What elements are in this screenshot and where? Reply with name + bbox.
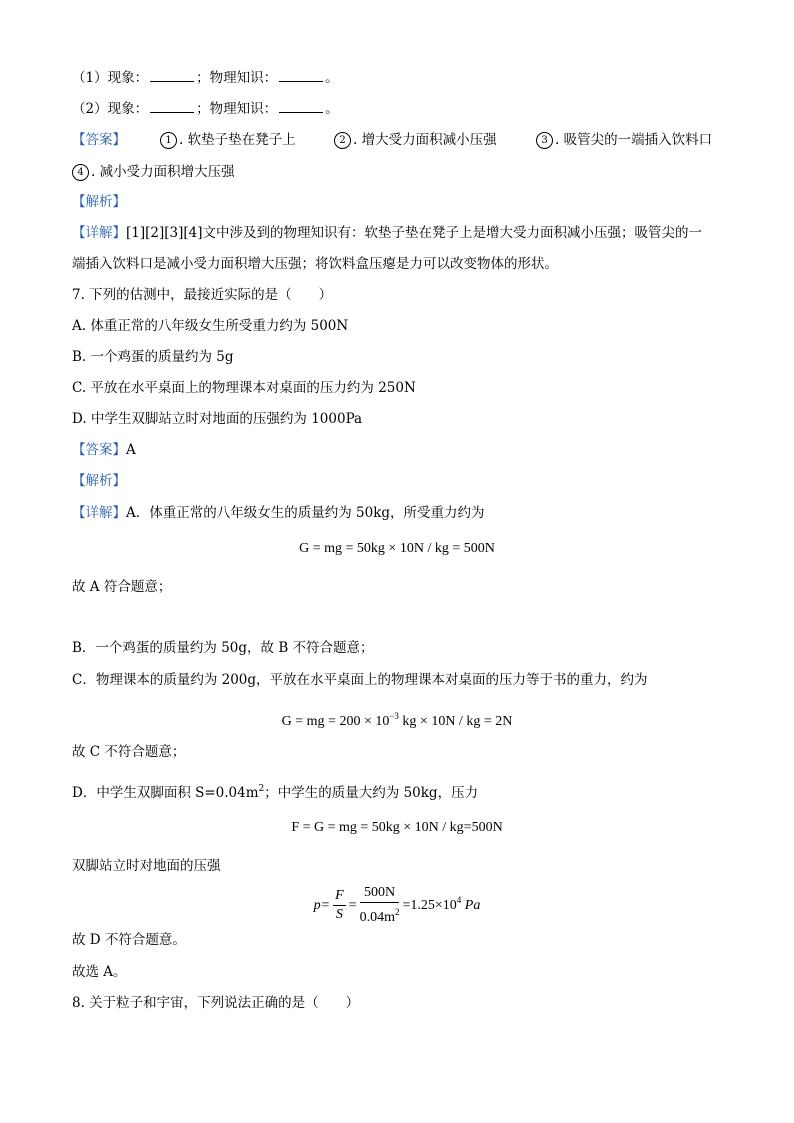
circled-number-4: 4: [72, 164, 89, 181]
q8-stem: 8. 关于粒子和宇宙，下列说法正确的是（ ）: [72, 995, 360, 1011]
pressure-line: 双脚站立时对地面的压强: [72, 858, 221, 874]
option-a-conclusion: 故 A 符合题意；: [72, 579, 172, 595]
q7-option-b: B. 一个鸡蛋的质量约为 5g: [72, 349, 234, 365]
part2-end: 。: [325, 101, 339, 117]
detail-text: [1][2][3][4]文中涉及到的物理知识有：软垫子垫在凳子上是增大受力面积减小压强；吸管尖的一: [126, 225, 702, 241]
answer-tag: 【答案】: [72, 442, 126, 458]
detail-tag: 【详解】: [72, 225, 126, 241]
q6-detail-line-1: [72, 223, 702, 243]
part2-prefix: （2）现象：: [72, 101, 149, 117]
fraction-denominator: [360, 903, 400, 927]
q6-answer-line-2: [72, 162, 235, 182]
circled-number-2: 2: [334, 132, 351, 149]
den-exponent: 2: [394, 907, 400, 918]
q6-part1-line: [72, 68, 339, 88]
equation-3: F = G = mg = 50kg × 10N / kg=500N: [291, 820, 503, 835]
answer-text-2: . 增大受力面积减小压强: [353, 132, 497, 148]
answer-item-1: [160, 130, 296, 150]
fraction-numerator: 500N: [360, 884, 400, 903]
answer-text-4: . 减小受力面积增大压强: [91, 164, 235, 180]
part1-end: 。: [325, 70, 339, 86]
fraction-numerator: F: [333, 887, 346, 906]
q7-stem: 7. 下列的估测中，最接近实际的是（ ）: [72, 287, 333, 303]
option-c-conclusion: 故 C 不符合题意；: [72, 744, 186, 760]
detail-text: A．体重正常的八年级女生的质量约为 50kg，所受重力约为: [126, 505, 485, 521]
q7-answer-line: [72, 440, 136, 460]
eq4-lhs: p=: [313, 898, 331, 913]
d-line-exponent: 2: [258, 784, 265, 794]
part1-prefix: （1）现象：: [72, 70, 149, 86]
part2-mid: ；物理知识：: [196, 101, 278, 117]
answer-value: A: [126, 442, 136, 458]
q6-answer-line: [72, 130, 732, 150]
eq2-right: kg × 10N / kg = 2N: [398, 714, 513, 729]
answer-text-3: . 吸管尖的一端插入饮料口: [555, 132, 713, 148]
eq2-left: G = mg = 200 × 10: [281, 714, 390, 729]
detail-tag: 【详解】: [72, 505, 126, 521]
answer-tag: 【答案】: [72, 132, 126, 148]
option-b-analysis: B．一个鸡蛋的质量约为 50g，故 B 不符合题意；: [72, 640, 374, 656]
circled-number-1: 1: [160, 132, 177, 149]
final-choice: 故选 A。: [72, 964, 127, 980]
eq4-exponent: 4: [456, 895, 462, 905]
d-line-post: ；中学生的质量大约为 50kg，压力: [264, 785, 479, 801]
option-c-analysis: C．物理课本的质量约为 200g，平放在水平桌面上的物理课本对桌面的压力等于书的重力，约为: [72, 672, 648, 688]
q7-option-c: C. 平放在水平桌面上的物理课本对桌面的压力约为 250N: [72, 380, 416, 396]
answer-item-2: [334, 130, 497, 150]
answer-blank[interactable]: [150, 68, 194, 82]
q6-part2-line: [72, 99, 339, 119]
answer-blank[interactable]: [279, 99, 323, 113]
q6-detail-line-2: 端插入饮料口是减小受力面积增大压强；将饮料盒压瘪是力可以改变物体的形状。: [72, 256, 558, 272]
answer-blank[interactable]: [150, 99, 194, 113]
fraction-values: [360, 884, 400, 927]
answer-blank[interactable]: [279, 68, 323, 82]
answer-item-3: [536, 130, 712, 150]
equation-1: G = mg = 50kg × 10N / kg = 500N: [299, 541, 495, 556]
analysis-tag: 【解析】: [72, 194, 126, 210]
analysis-tag: 【解析】: [72, 473, 126, 489]
q7-detail-a: [72, 503, 485, 523]
fraction-denominator: S: [335, 907, 343, 923]
option-d-analysis: [72, 779, 478, 803]
fraction-f-over-s: [333, 887, 346, 924]
q7-option-a: A. 体重正常的八年级女生所受重力约为 500N: [72, 318, 349, 334]
d-line-pre: D．中学生双脚面积 S=0.04m: [72, 785, 259, 801]
eq2-exponent: −3: [389, 711, 399, 721]
equation-2: [0, 706, 794, 732]
eq4-unit: Pa: [461, 898, 481, 913]
equation-4: [0, 880, 794, 924]
eq4-rhs: =1.25×10: [402, 898, 457, 913]
answer-text-1: . 软垫子垫在凳子上: [179, 132, 296, 148]
q7-option-d: D. 中学生双脚站立时对地面的压强约为 1000Pa: [72, 411, 363, 427]
option-d-conclusion: 故 D 不符合题意。: [72, 932, 186, 948]
den-value: 0.04m: [359, 910, 395, 926]
circled-number-3: 3: [536, 132, 553, 149]
part1-mid: ；物理知识：: [196, 70, 278, 86]
eq4-equals: =: [348, 898, 357, 913]
